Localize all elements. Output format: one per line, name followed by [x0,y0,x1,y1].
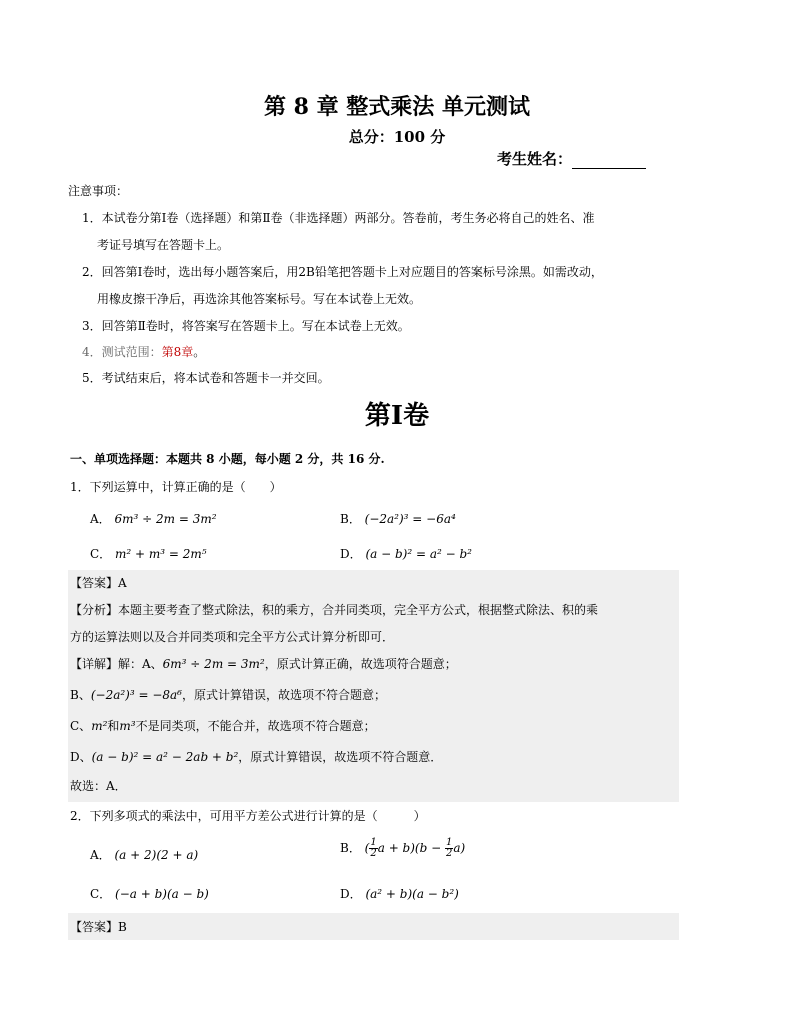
q1-option-b-label: B． [340,512,361,526]
q1-detail-d-prefix: D、 [70,750,92,764]
student-name-label: 考生姓名： [497,150,573,168]
q1-detail-c-prefix: C、 [70,719,92,733]
q1-detail-b [70,686,386,703]
q1-detail-c-m2: m³ [119,719,136,733]
note-4 [82,343,205,360]
q1-option-b-text: (−2a²)³ = −6a⁴ [364,512,456,526]
q2-b-den-1: 2 [370,848,377,859]
note-4-scope: 第8章 [161,345,194,359]
q1-detail-a-prefix: 【详解】解：A、 [70,657,163,671]
q2-b-fraction-1 [369,838,377,859]
q2-answer: 【答案】B [70,920,127,934]
q2-option-b-label: B． [340,841,361,855]
volume-title: 第Ⅰ卷 [364,401,430,431]
q2-b-part-1: ( [364,841,370,855]
q1-option-a[interactable] [90,510,217,527]
q2-b-num-1: 1 [370,837,377,848]
q1-choice: 故选：A． [70,779,127,793]
q2-b-den-2: 2 [445,848,453,859]
student-name-field [497,148,646,169]
q1-detail-d-math: (a − b)² = a² − 2ab + b² [91,750,239,764]
q1-analysis-line-2: 方的运算法则以及合并同类项和完全平方公式计算分析即可． [70,630,395,644]
section-heading: 一、单项选择题：本题共 8 小题，每小题 2 分，共 16 分. [70,452,385,466]
q1-option-d[interactable] [340,545,472,562]
q2-b-part-2: a + b)(b − [377,841,445,855]
notes-heading: 注意事项： [68,184,129,198]
q1-detail-d [70,748,442,765]
note-4-suffix: 。 [193,345,206,359]
q1-detail-b-math: (−2a²)³ = −8a⁶ [90,688,182,702]
total-score: 总分：100 分 [348,128,446,146]
q2-option-b[interactable] [340,838,465,859]
q1-option-a-text: 6m³ ÷ 2m = 3m² [114,512,217,526]
q2-option-a[interactable] [90,846,198,863]
q2-option-a-text: (a + 2)(2 + a) [114,848,199,862]
q1-option-d-text: (a − b)² = a² − b² [365,547,472,561]
question-2-stem: 2．下列多项式的乘法中，可用平方差公式进行计算的是（ ） [70,809,426,823]
q2-option-d-text: (a² + b)(a − b²) [365,887,459,901]
q2-option-c-label: C． [90,887,112,901]
q2-option-d-label: D． [340,887,362,901]
q1-analysis-line-1: 【分析】本题主要考查了整式除法，积的乘方，合并同类项，完全平方公式，根据整式除法、积的乘 [70,603,599,617]
q1-answer: 【答案】A [70,576,127,590]
q1-option-c-text: m² + m³ = 2m⁵ [115,547,207,561]
q1-detail-d-suffix: ，原式计算错误，故选项不符合题意． [238,750,443,764]
note-5: 5．考试结束后，将本试卷和答题卡一并交回。 [82,371,330,385]
q1-detail-c-m1: m² [91,719,108,733]
q2-option-c-text: (−a + b)(a − b) [115,887,209,901]
q1-option-c-label: C． [90,547,112,561]
q1-option-a-label: A． [90,512,111,526]
q2-b-num-2: 1 [445,837,453,848]
q2-answer-box [68,913,679,940]
q1-option-d-label: D． [340,547,362,561]
q2-option-b-text [364,837,466,859]
q2-option-a-label: A． [90,848,111,862]
note-4-prefix: 4．测试范围： [82,345,162,359]
q1-detail-a [70,655,457,672]
q1-detail-a-math: 6m³ ÷ 2m = 3m² [162,657,265,671]
note-2a: 2．回答第Ⅰ卷时，选出每小题答案后，用2B铅笔把答题卡上对应题目的答案标号涂黑。如需改动， [82,265,603,279]
note-1b: 考证号填写在答题卡上。 [97,238,230,252]
q1-detail-c [70,717,376,734]
note-2b: 用橡皮擦干净后，再选涂其他答案标号。写在本试卷上无效。 [97,292,422,306]
q1-option-c[interactable] [90,545,207,562]
q2-b-part-3: a) [453,841,466,855]
q1-detail-b-suffix: ，原式计算错误，故选项不符合题意； [182,688,387,702]
note-1a: 1．本试卷分第Ⅰ卷（选择题）和第Ⅱ卷（非选择题）两部分。答卷前，考生务必将自己的姓名、准 [82,211,595,225]
page-title: 第 8 章 整式乘法 单元测试 [264,94,530,120]
q1-detail-c-mid: 和 [107,719,120,733]
q2-option-c[interactable] [90,885,209,902]
q1-detail-c-suffix: 不是同类项，不能合并，故选项不符合题意； [135,719,376,733]
q1-option-b[interactable] [340,510,456,527]
q1-detail-a-suffix: ，原式计算正确，故选项符合题意； [264,657,457,671]
question-1-stem: 1．下列运算中，计算正确的是（ ） [70,480,282,494]
student-name-blank[interactable] [572,152,646,169]
q1-detail-b-prefix: B、 [70,688,91,702]
q2-option-d[interactable] [340,885,459,902]
note-3: 3．回答第Ⅱ卷时，将答案写在答题卡上。写在本试卷上无效。 [82,319,410,333]
